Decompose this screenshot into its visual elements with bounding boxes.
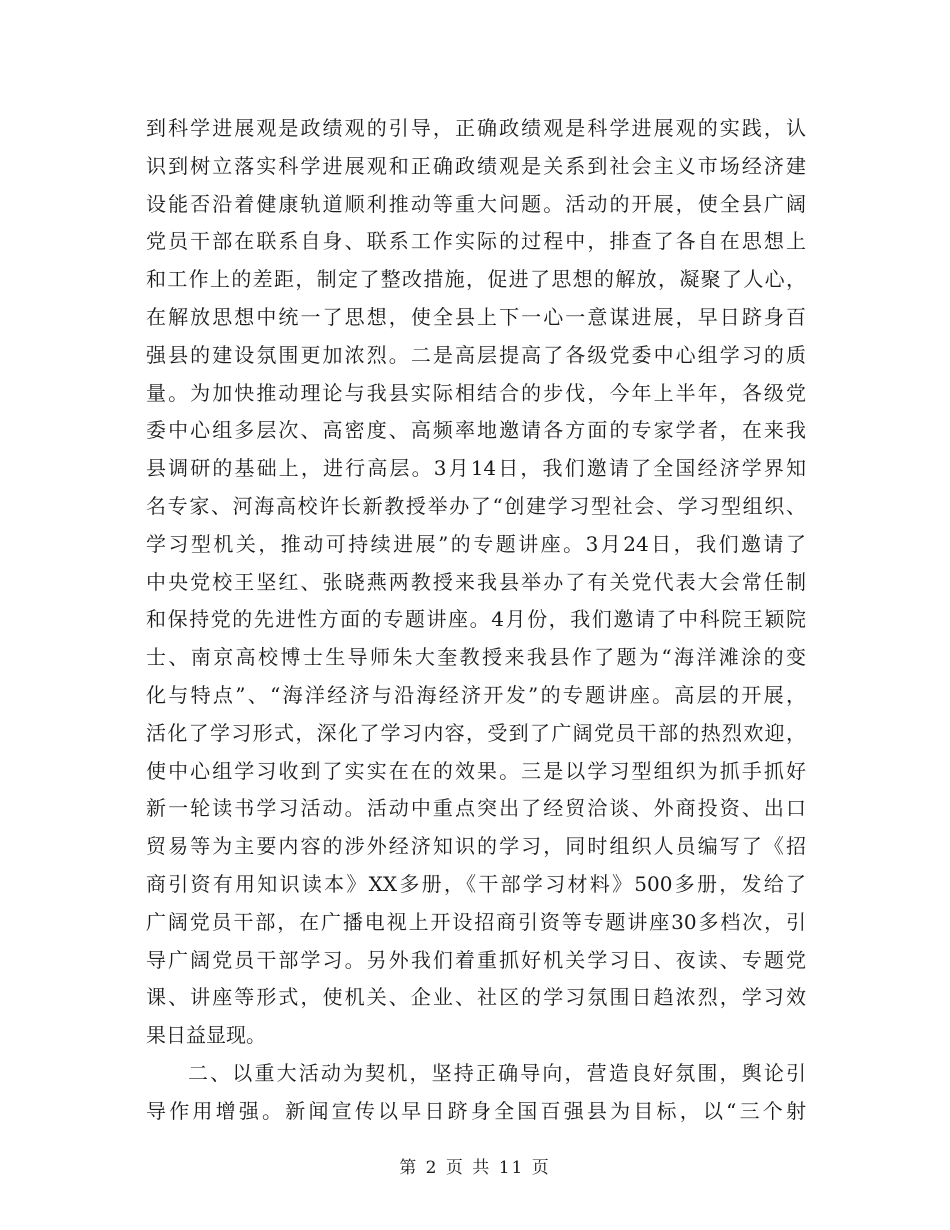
text-line: 导作用增强。新闻宣传以早日跻身全国百强县为目标，以“三个射	[146, 1098, 806, 1123]
text-line: 学习型机关，推动可持续进展”的专题讲座。3月24日，我们邀请了	[146, 531, 806, 556]
text-line: 中央党校王坚红、张晓燕两教授来我县举办了有关党代表大会常任制	[146, 569, 806, 594]
text-line: 在解放思想中统一了思想，使全县上下一心一意谋进展，早日跻身百	[146, 304, 806, 329]
text-line: 广阔党员干部，在广播电视上开设招商引资等专题讲座30多档次，引	[146, 909, 806, 934]
text-line: 识到树立落实科学进展观和正确政绩观是关系到社会主义市场经济建	[146, 153, 806, 178]
text-line: 强县的建设氛围更加浓烈。二是高层提高了各级党委中心组学习的质	[146, 342, 806, 367]
text-line: 使中心组学习收到了实实在在的效果。三是以学习型组织为抓手抓好	[146, 758, 806, 783]
text-line: 新一轮读书学习活动。活动中重点突出了经贸洽谈、外商投资、出口	[146, 796, 806, 821]
text-line: 设能否沿着健康轨道顺利推动等重大问题。活动的开展，使全县广阔	[146, 191, 806, 216]
text-line: 二、以重大活动为契机，坚持正确导向，营造良好氛围，舆论引	[188, 1060, 806, 1085]
paragraph-2	[146, 1055, 806, 1131]
text-line: 委中心组多层次、高密度、高频率地邀请各方面的专家学者，在来我	[146, 418, 806, 443]
text-line: 和工作上的差距，制定了整改措施，促进了思想的解放，凝聚了人心，	[146, 267, 806, 292]
text-line: 士、南京高校博士生导师朱大奎教授来我县作了题为“海洋滩涂的变	[146, 645, 806, 670]
text-line: 县调研的基础上，进行高层。3月14日，我们邀请了全国经济学界知	[146, 456, 806, 481]
text-line: 贸易等为主要内容的涉外经济知识的学习，同时组织人员编写了《招	[146, 834, 806, 859]
text-line: 和保持党的先进性方面的专题讲座。4月份，我们邀请了中科院王颖院	[146, 607, 806, 632]
paragraph-1	[146, 110, 806, 1055]
page-number-footer: 第 2 页 共 11 页	[399, 1158, 551, 1178]
text-line: 果日益显现。	[146, 1023, 266, 1048]
text-line: 商引资有用知识读本》XX多册，《干部学习材料》500多册，发给了	[146, 871, 806, 896]
text-line: 课、讲座等形式，使机关、企业、社区的学习氛围日趋浓烈，学习效	[146, 985, 806, 1010]
text-line: 名专家、河海高校许长新教授举办了“创建学习型社会、学习型组织、	[146, 493, 806, 518]
document-body	[146, 110, 806, 1131]
text-line: 量。为加快推动理论与我县实际相结合的步伐，今年上半年，各级党	[146, 380, 806, 405]
text-line: 化与特点”、“海洋经济与沿海经济开发”的专题讲座。高层的开展，	[146, 682, 806, 707]
text-line: 导广阔党员干部学习。另外我们着重抓好机关学习日、夜读、专题党	[146, 947, 806, 972]
text-line: 党员干部在联系自身、联系工作实际的过程中，排查了各自在思想上	[146, 229, 806, 254]
text-line: 活化了学习形式，深化了学习内容，受到了广阔党员干部的热烈欢迎，	[146, 720, 806, 745]
text-line: 到科学进展观是政绩观的引导，正确政绩观是科学进展观的实践，认	[146, 116, 806, 140]
